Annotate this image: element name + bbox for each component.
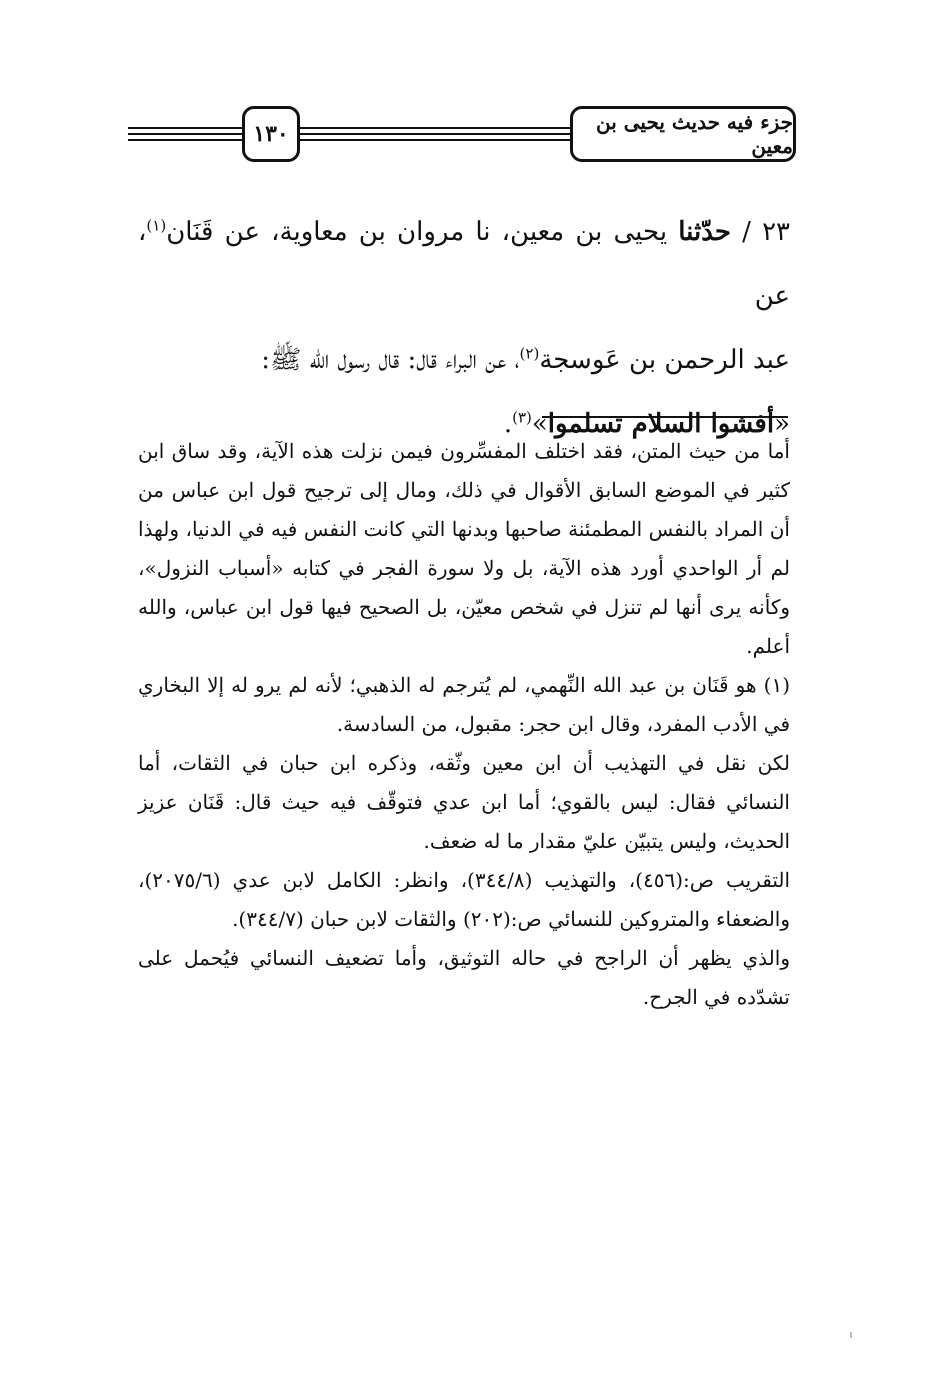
footnote-1-paragraph: لكن نقل في التهذيب أن ابن معين وثّقه، وذكره ابن حبان في الثقات، أما النسائي فقال: ليس بالقوي؛ أما ابن عدي فتوقّف فيه حيث قال: قَنَان عزيز الحديث، وليس يتبيّن عليّ مقدار ما له ضعف. <box>138 751 790 853</box>
footnote-separator <box>542 416 788 418</box>
header-rule <box>298 139 570 141</box>
hadith-line-1 <box>138 200 790 328</box>
isnad-text: عبد الرحمن بن عَوسجة <box>539 345 790 375</box>
footnotes <box>138 432 790 1017</box>
header-rule <box>298 133 570 135</box>
footnote-1-references: التقريب ص:(٤٥٦)، والتهذيب (٣٤٤/٨)، وانظر: الكامل لابن عدي (٢٠٧٥/٦)، والضعفاء والمتروكين للنسائي ص:(٢٠٢) والثقات لابن حبان (٣٤٤/٧). <box>138 868 790 931</box>
isnad-text: ، عن البراء قال: قال رسول الله ﷺ: <box>261 345 520 375</box>
period: . <box>503 409 513 439</box>
header-rule <box>128 127 242 129</box>
footnote-1: (١) هو قَنَان بن عبد الله النِّهمي، لم يُترجم له الذهبي؛ لأنه لم يرو له إلا البخاري في الأدب المفرد، وقال ابن حجر: مقبول، من السادسة. <box>138 673 790 736</box>
narration-verb: حدّثنا <box>678 217 731 247</box>
isnad-text: ، عن <box>138 217 790 311</box>
quote-close: » <box>531 409 548 439</box>
footnote-ref[interactable]: (٣) <box>512 408 532 427</box>
quote-open: « <box>774 409 790 439</box>
page-number: ١٣٠ <box>242 106 300 162</box>
footnote-1-conclusion: والذي يظهر أن الراجح في حاله التوثيق، وأما تضعيف النسائي فيُحمل على تشدّده في الجرح. <box>138 946 790 1009</box>
header-rule <box>128 139 242 141</box>
footnote-ref[interactable]: (٢) <box>519 344 540 363</box>
header-rule <box>128 133 242 135</box>
isnad-text: يحيى بن معين، نا مروان بن معاوية، عن قَنَان <box>166 217 679 247</box>
header-rule <box>298 127 570 129</box>
footnote-ref[interactable]: (١) <box>146 216 167 235</box>
footnote-continuation: أما من حيث المتن، فقد اختلف المفسِّرون فيمن نزلت هذه الآية، وقد ساق ابن كثير في الموضع السابق الأقوال في ذلك، ومال إلى ترجيح قول ابن عباس من أن المراد بالنفس المطمئنة صاحبها وبدنها التي كانت النفس فيه في الدنيا، ولهذا لم أر الواحدي أورد هذه الآية، بل ولا سورة الفجر في كتابه «أسباب النزول»، وكأنه يرى أنها لم تنزل في شخص معيّن، بل الصحيح فيها قول ابن عباس، والله أعلم. <box>138 439 790 658</box>
page-header <box>128 100 794 164</box>
book-title: جزء فيه حديث يحيى بن معين <box>570 106 796 162</box>
scan-mark <box>850 1332 852 1338</box>
matn-text: أفشوا السلام تسلموا <box>547 409 775 439</box>
hadith-line-2 <box>138 328 790 392</box>
hadith-number: ٢٣ / <box>730 217 790 247</box>
